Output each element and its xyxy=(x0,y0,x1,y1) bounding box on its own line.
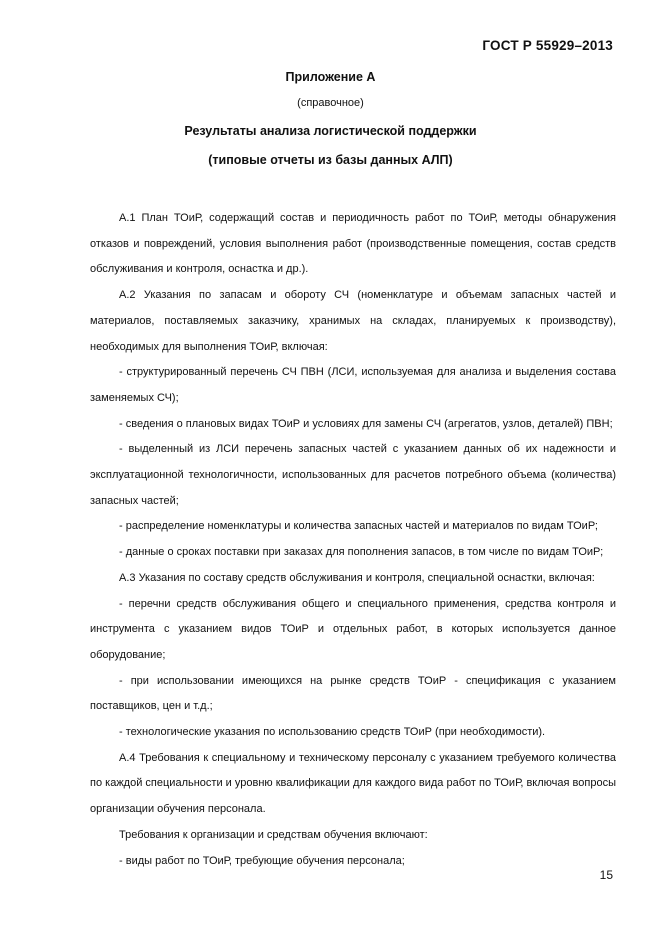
list-item: - перечни средств обслуживания общего и специального применения, средства контроля и инструмента с указанием видов ТОиР и отдельных работ, в которых используется данное оборудование; xyxy=(90,597,616,661)
paragraph-a4: А.4 Требования к специальному и техническому персоналу с указанием требуемого количества по каждой специальности и уровню квалификации для каждого вида работ по ТОиР, включая вопросы организации обучения персонала. xyxy=(90,751,616,816)
document-body xyxy=(90,206,616,874)
document-code: ГОСТ Р 55929–2013 xyxy=(482,38,613,53)
list-item: - виды работ по ТОиР, требующие обучения персонала; xyxy=(119,854,405,867)
list-item: - структурированный перечень СЧ ПВН (ЛСИ, используемая для анализа и выделения состава заменяемых СЧ); xyxy=(90,366,616,404)
list-item: - сведения о плановых видах ТОиР и условиях для замены СЧ (агрегатов, узлов, деталей) ПВН; xyxy=(119,417,613,430)
paragraph-training: Требования к организации и средствам обучения включают: xyxy=(119,828,428,841)
list-item: - при использовании имеющихся на рынке средств ТОиР - спецификация с указанием поставщиков, цен и т.д.; xyxy=(90,674,616,713)
annex-name: Результаты анализа логистической поддержки xyxy=(184,124,477,138)
paragraph-a1: А.1 План ТОиР, содержащий состав и периодичность работ по ТОиР, методы обнаружения отказов и повреждений, условия выполнения работ (производственные помещения, состав средств обслуживания и контроля, оснастка и др.). xyxy=(90,212,616,276)
annex-subtitle: (типовые отчеты из базы данных АЛП) xyxy=(208,153,453,167)
list-item: - выделенный из ЛСИ перечень запасных частей с указанием данных об их надежности и эксплуатационной технологичности, использованных для расчетов потребного объема (количества) запасных частей; xyxy=(90,443,616,507)
paragraph-a3: А.3 Указания по составу средств обслуживания и контроля, специальной оснастки, включая: xyxy=(119,571,595,584)
annex-title: Приложение А xyxy=(285,70,376,84)
paragraph-a2: А.2 Указания по запасам и обороту СЧ (номенклатуре и объемам запасных частей и материалов, поставляемых заказчику, хранимых на складах, планируемых к производству), необходимых для выполнения ТОиР, включая: xyxy=(90,289,616,353)
list-item: - технологические указания по использованию средств ТОиР (при необходимости). xyxy=(119,726,546,739)
annex-type: (справочное) xyxy=(297,97,364,109)
list-item: - данные о сроках поставки при заказах для пополнения запасов, в том числе по видам ТОиР; xyxy=(119,546,604,559)
list-item: - распределение номенклатуры и количества запасных частей и материалов по видам ТОиР; xyxy=(119,520,598,533)
page-number: 15 xyxy=(599,868,613,882)
